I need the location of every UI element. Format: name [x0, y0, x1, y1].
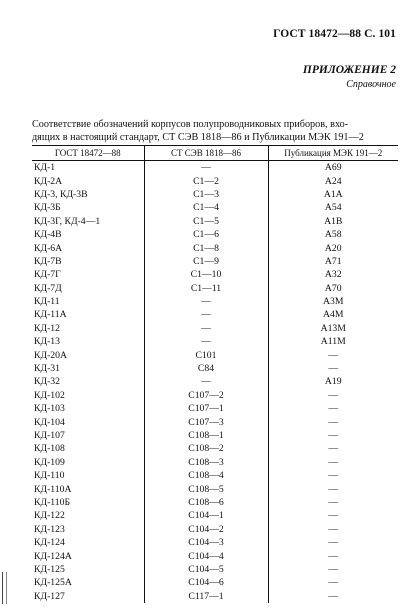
cell-gost: КД-108: [34, 443, 65, 455]
cell-st-sev: С108—3: [144, 456, 268, 469]
cell-iec: —: [268, 415, 398, 428]
cell-st-sev: —: [144, 295, 268, 308]
cell-st-sev: С108—4: [144, 469, 268, 482]
cell-gost: КД-3Б: [34, 202, 61, 214]
cell-iec: А4М: [268, 308, 398, 321]
cell-st-sev: С1—5: [144, 215, 268, 228]
cell-iec: —: [268, 482, 398, 495]
table-row: [32, 442, 398, 455]
cell-st-sev: С104—4: [144, 549, 268, 562]
cell-gost: КД-3, КД-3В: [34, 188, 88, 200]
cell-st-sev: С117—1: [144, 590, 268, 603]
cell-st-sev: С1—10: [144, 268, 268, 281]
cell-gost: КД-11: [34, 296, 60, 308]
cell-gost: КД-20А: [34, 349, 67, 361]
cell-gost: КД-32: [34, 376, 60, 388]
table-row: [32, 389, 398, 402]
table-row: [32, 322, 398, 335]
cell-st-sev: С108—1: [144, 429, 268, 442]
table-row: [32, 456, 398, 469]
table-header-row: [32, 146, 398, 161]
cell-gost: КД-7Г: [34, 269, 61, 281]
cell-st-sev: —: [144, 308, 268, 321]
cell-st-sev: С107—1: [144, 402, 268, 415]
table-row: [32, 201, 398, 214]
appendix-label: ПРИЛОЖЕНИЕ 2: [302, 64, 396, 76]
cell-iec: А58: [268, 228, 398, 241]
table-body: [32, 161, 398, 603]
cell-st-sev: С104—5: [144, 563, 268, 576]
cell-gost: КД-110: [34, 470, 65, 482]
table-row: [32, 563, 398, 576]
table-row: [32, 215, 398, 228]
cell-iec: —: [268, 348, 398, 361]
column-header-iec: Публикация МЭК 191—2: [268, 146, 398, 161]
cell-gost: КД-127: [34, 590, 65, 602]
table-row: [32, 523, 398, 536]
cell-gost: КД-7В: [34, 255, 62, 267]
cell-gost: КД-122: [34, 510, 65, 522]
table-row: [32, 362, 398, 375]
cell-st-sev: С1—6: [144, 228, 268, 241]
table-row: [32, 536, 398, 549]
cell-iec: А11М: [268, 335, 398, 348]
cell-st-sev: —: [144, 161, 268, 175]
cell-iec: А24: [268, 174, 398, 187]
correspondence-table: [32, 145, 398, 603]
cell-gost: КД-107: [34, 430, 65, 441]
cell-gost: КД-123: [34, 523, 65, 535]
table-row: [32, 174, 398, 187]
table-row: [32, 469, 398, 482]
cell-st-sev: С84: [144, 362, 268, 375]
cell-st-sev: С107—2: [144, 389, 268, 402]
cell-iec: —: [268, 469, 398, 482]
cell-iec: А69: [268, 161, 398, 175]
cell-gost: КД-2А: [34, 175, 63, 187]
page-header: ГОСТ 18472—88 С. 101: [273, 28, 396, 40]
table-row: [32, 241, 398, 254]
table-row: [32, 295, 398, 308]
cell-iec: —: [268, 536, 398, 549]
table-row: [32, 282, 398, 295]
cell-st-sev: С101: [144, 348, 268, 361]
appendix-note: Справочное: [346, 79, 396, 90]
cell-iec: —: [268, 456, 398, 469]
cell-iec: —: [268, 563, 398, 576]
table-row: [32, 509, 398, 522]
table-row: [32, 415, 398, 428]
cell-iec: —: [268, 509, 398, 522]
cell-iec: А1А: [268, 188, 398, 201]
cell-gost: КД-124: [34, 537, 65, 549]
cell-gost: КД-104: [34, 416, 65, 428]
cell-iec: —: [268, 389, 398, 402]
cell-iec: А1В: [268, 215, 398, 228]
table-row: [32, 255, 398, 268]
table-caption: [32, 118, 398, 144]
cell-gost: КД-7Д: [34, 282, 62, 294]
table-row: [32, 161, 398, 175]
cell-st-sev: С108—2: [144, 442, 268, 455]
cell-iec: А32: [268, 268, 398, 281]
cell-iec: А13М: [268, 322, 398, 335]
cell-iec: А70: [268, 282, 398, 295]
cell-iec: А71: [268, 255, 398, 268]
cell-iec: А54: [268, 201, 398, 214]
cell-st-sev: С104—6: [144, 576, 268, 589]
margin-mark: [2, 572, 7, 604]
table-row: [32, 402, 398, 415]
cell-st-sev: С1—8: [144, 241, 268, 254]
cell-iec: А20: [268, 241, 398, 254]
cell-gost: КД-109: [34, 456, 65, 468]
cell-iec: —: [268, 362, 398, 375]
table-row: [32, 228, 398, 241]
table-row: [32, 375, 398, 388]
cell-gost: КД-1: [34, 162, 56, 174]
cell-iec: —: [268, 496, 398, 509]
cell-gost: КД-103: [34, 403, 65, 415]
cell-gost: КД-124А: [34, 550, 72, 562]
cell-st-sev: С107—3: [144, 415, 268, 428]
caption-line-1: Соответствие обозначений корпусов полупроводниковых приборов, вхо-: [32, 119, 349, 130]
cell-gost: КД-6А: [34, 242, 63, 254]
cell-st-sev: С1—4: [144, 201, 268, 214]
cell-gost: КД-13: [34, 336, 60, 348]
cell-gost: КД-102: [34, 389, 65, 401]
table-row: [32, 335, 398, 348]
cell-st-sev: С104—1: [144, 509, 268, 522]
table-row: [32, 549, 398, 562]
table-row: [32, 188, 398, 201]
table-row: [32, 496, 398, 509]
cell-gost: КД-110А: [34, 483, 72, 495]
table-row: [32, 576, 398, 589]
table-row: [32, 482, 398, 495]
cell-gost: КД-31: [34, 363, 60, 375]
cell-gost: КД-125А: [34, 577, 72, 589]
caption-line-2: дящих в настоящий стандарт, СТ СЭВ 1818—86 и Публикации МЭК 191—2: [32, 132, 364, 143]
cell-st-sev: С1—3: [144, 188, 268, 201]
cell-iec: —: [268, 523, 398, 536]
cell-st-sev: С104—2: [144, 523, 268, 536]
cell-st-sev: С1—2: [144, 174, 268, 187]
table-row: [32, 348, 398, 361]
cell-st-sev: С104—3: [144, 536, 268, 549]
cell-st-sev: —: [144, 335, 268, 348]
cell-iec: —: [268, 442, 398, 455]
cell-gost: КД-125: [34, 563, 65, 575]
cell-st-sev: С108—6: [144, 496, 268, 509]
cell-gost: КД-110Б: [34, 496, 71, 508]
cell-st-sev: С1—9: [144, 255, 268, 268]
cell-iec: —: [268, 590, 398, 603]
table-row: [32, 308, 398, 321]
cell-iec: —: [268, 549, 398, 562]
cell-iec: А3М: [268, 295, 398, 308]
cell-gost: КД-4В: [34, 229, 62, 241]
table-row: [32, 268, 398, 281]
cell-iec: А19: [268, 375, 398, 388]
table-row: [32, 429, 398, 442]
cell-iec: —: [268, 576, 398, 589]
cell-st-sev: —: [144, 375, 268, 388]
cell-gost: КД-3Г, КД-4—1: [34, 215, 101, 227]
cell-iec: —: [268, 402, 398, 415]
cell-gost: КД-11А: [34, 309, 67, 321]
cell-gost: КД-12: [34, 322, 60, 334]
column-header-gost: ГОСТ 18472—88: [32, 146, 144, 161]
table-row: [32, 590, 398, 603]
cell-st-sev: —: [144, 322, 268, 335]
cell-st-sev: С108—5: [144, 482, 268, 495]
column-header-st-sev: СТ СЭВ 1818—86: [144, 146, 268, 161]
cell-st-sev: С1—11: [144, 282, 268, 295]
cell-iec: —: [268, 429, 398, 442]
